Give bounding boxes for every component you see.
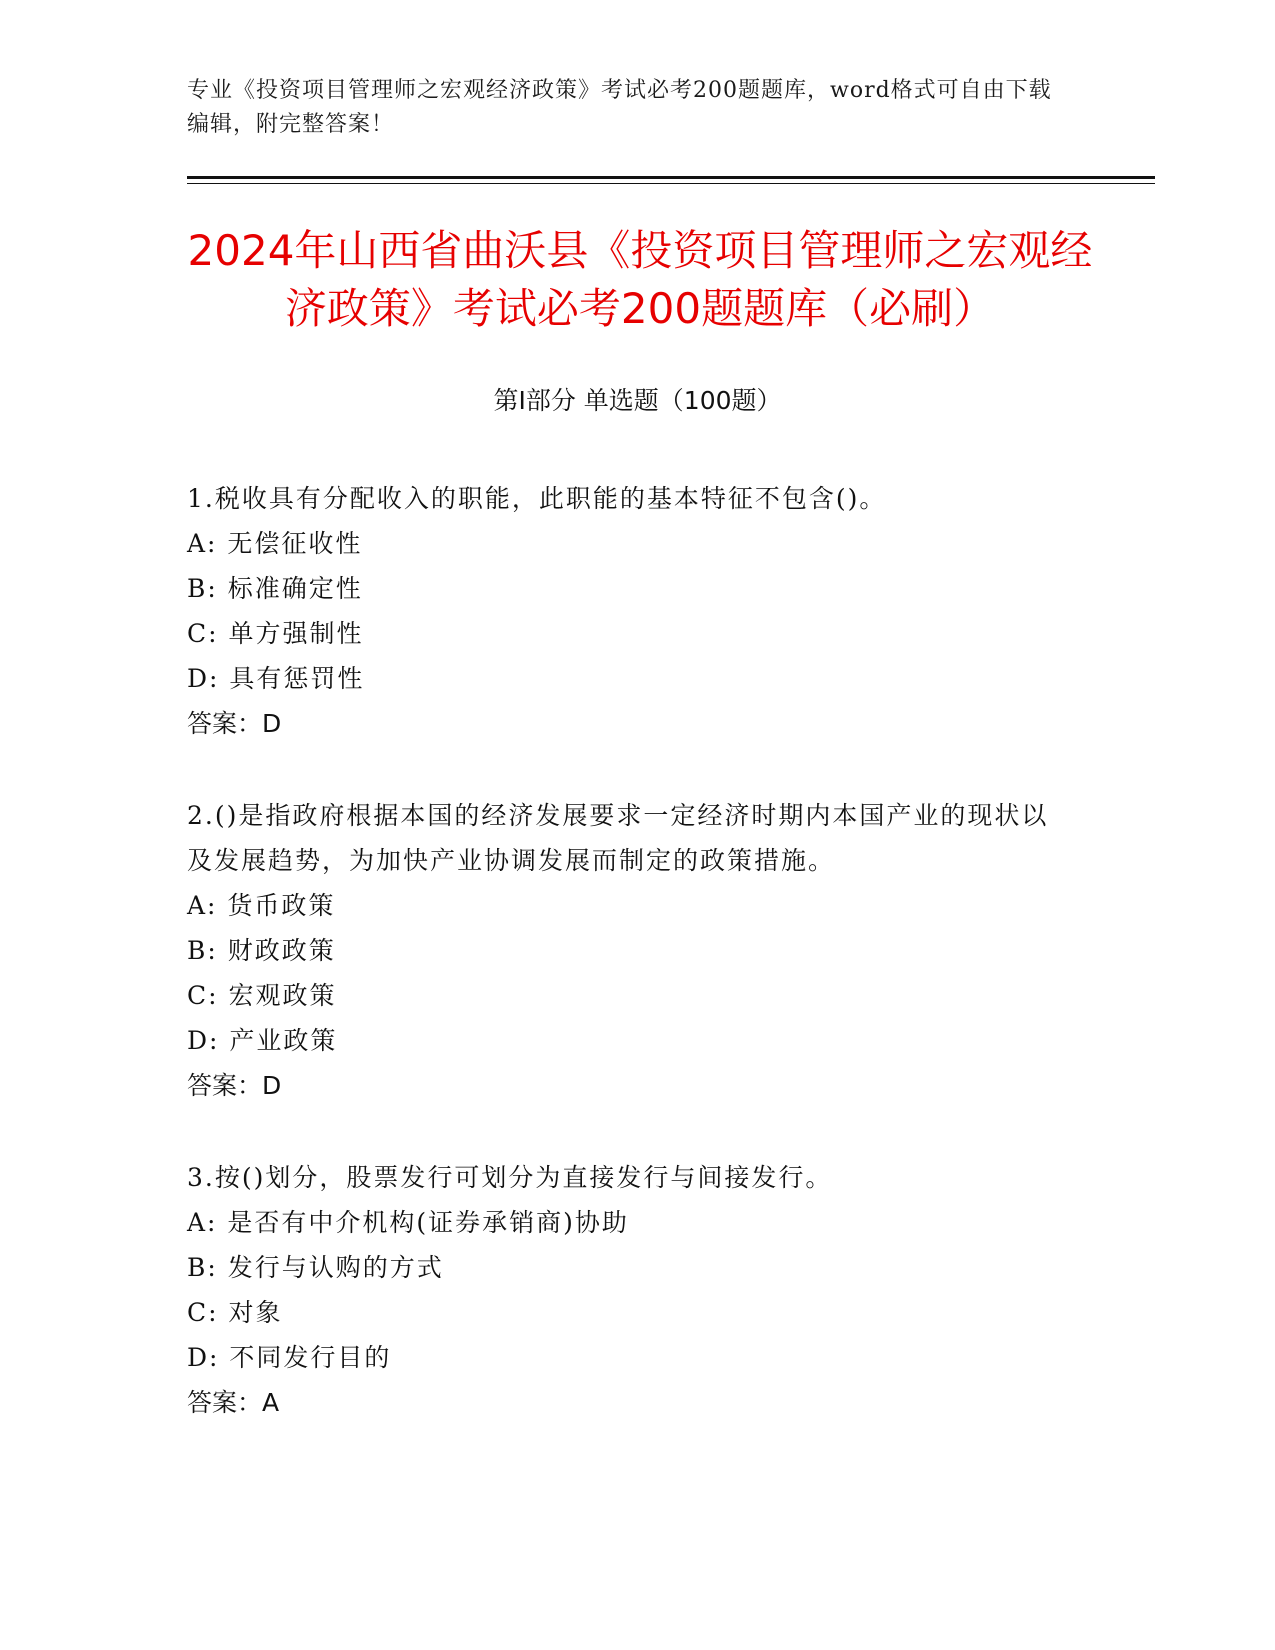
question-1 bbox=[187, 476, 1067, 747]
question-stem: 1.税收具有分配收入的职能，此职能的基本特征不包含()。 bbox=[187, 484, 887, 513]
question-stem: 3.按()划分，股票发行可划分为直接发行与间接发行。 bbox=[187, 1163, 833, 1192]
option-a: A: 无偿征收性 bbox=[187, 529, 363, 558]
option-c: C: 对象 bbox=[187, 1298, 283, 1327]
section-heading: 第I部分 单选题（100题） bbox=[493, 386, 782, 415]
option-d: D: 产业政策 bbox=[187, 1026, 338, 1055]
answer: 答案：D bbox=[187, 709, 282, 738]
answer: 答案：D bbox=[187, 1071, 282, 1100]
option-d: D: 不同发行目的 bbox=[187, 1343, 392, 1372]
option-b: B: 发行与认购的方式 bbox=[187, 1253, 444, 1282]
document-title: 2024年山西省曲沃县《投资项目管理师之宏观经济政策》考试必考200题题库（必刷） bbox=[187, 226, 1093, 333]
question-3 bbox=[187, 1155, 1067, 1426]
header-note: 专业《投资项目管理师之宏观经济政策》考试必考200题题库，word格式可自由下载编辑，附完整答案！ bbox=[187, 78, 1052, 137]
option-c: C: 单方强制性 bbox=[187, 619, 364, 648]
question-stem: 2.()是指政府根据本国的经济发展要求一定经济时期内本国产业的现状以及发展趋势，为加快产业协调发展而制定的政策措施。 bbox=[187, 801, 1049, 875]
option-b: B: 财政政策 bbox=[187, 936, 336, 965]
question-2 bbox=[187, 793, 1067, 1109]
header-rule-thick bbox=[187, 176, 1155, 179]
option-c: C: 宏观政策 bbox=[187, 981, 337, 1010]
option-a: A: 是否有中介机构(证券承销商)协助 bbox=[187, 1208, 629, 1237]
option-b: B: 标准确定性 bbox=[187, 574, 363, 603]
answer: 答案：A bbox=[187, 1388, 280, 1417]
option-d: D: 具有惩罚性 bbox=[187, 664, 365, 693]
header-rule-thin bbox=[187, 183, 1155, 184]
option-a: A: 货币政策 bbox=[187, 891, 336, 920]
question-list bbox=[187, 476, 1067, 1472]
